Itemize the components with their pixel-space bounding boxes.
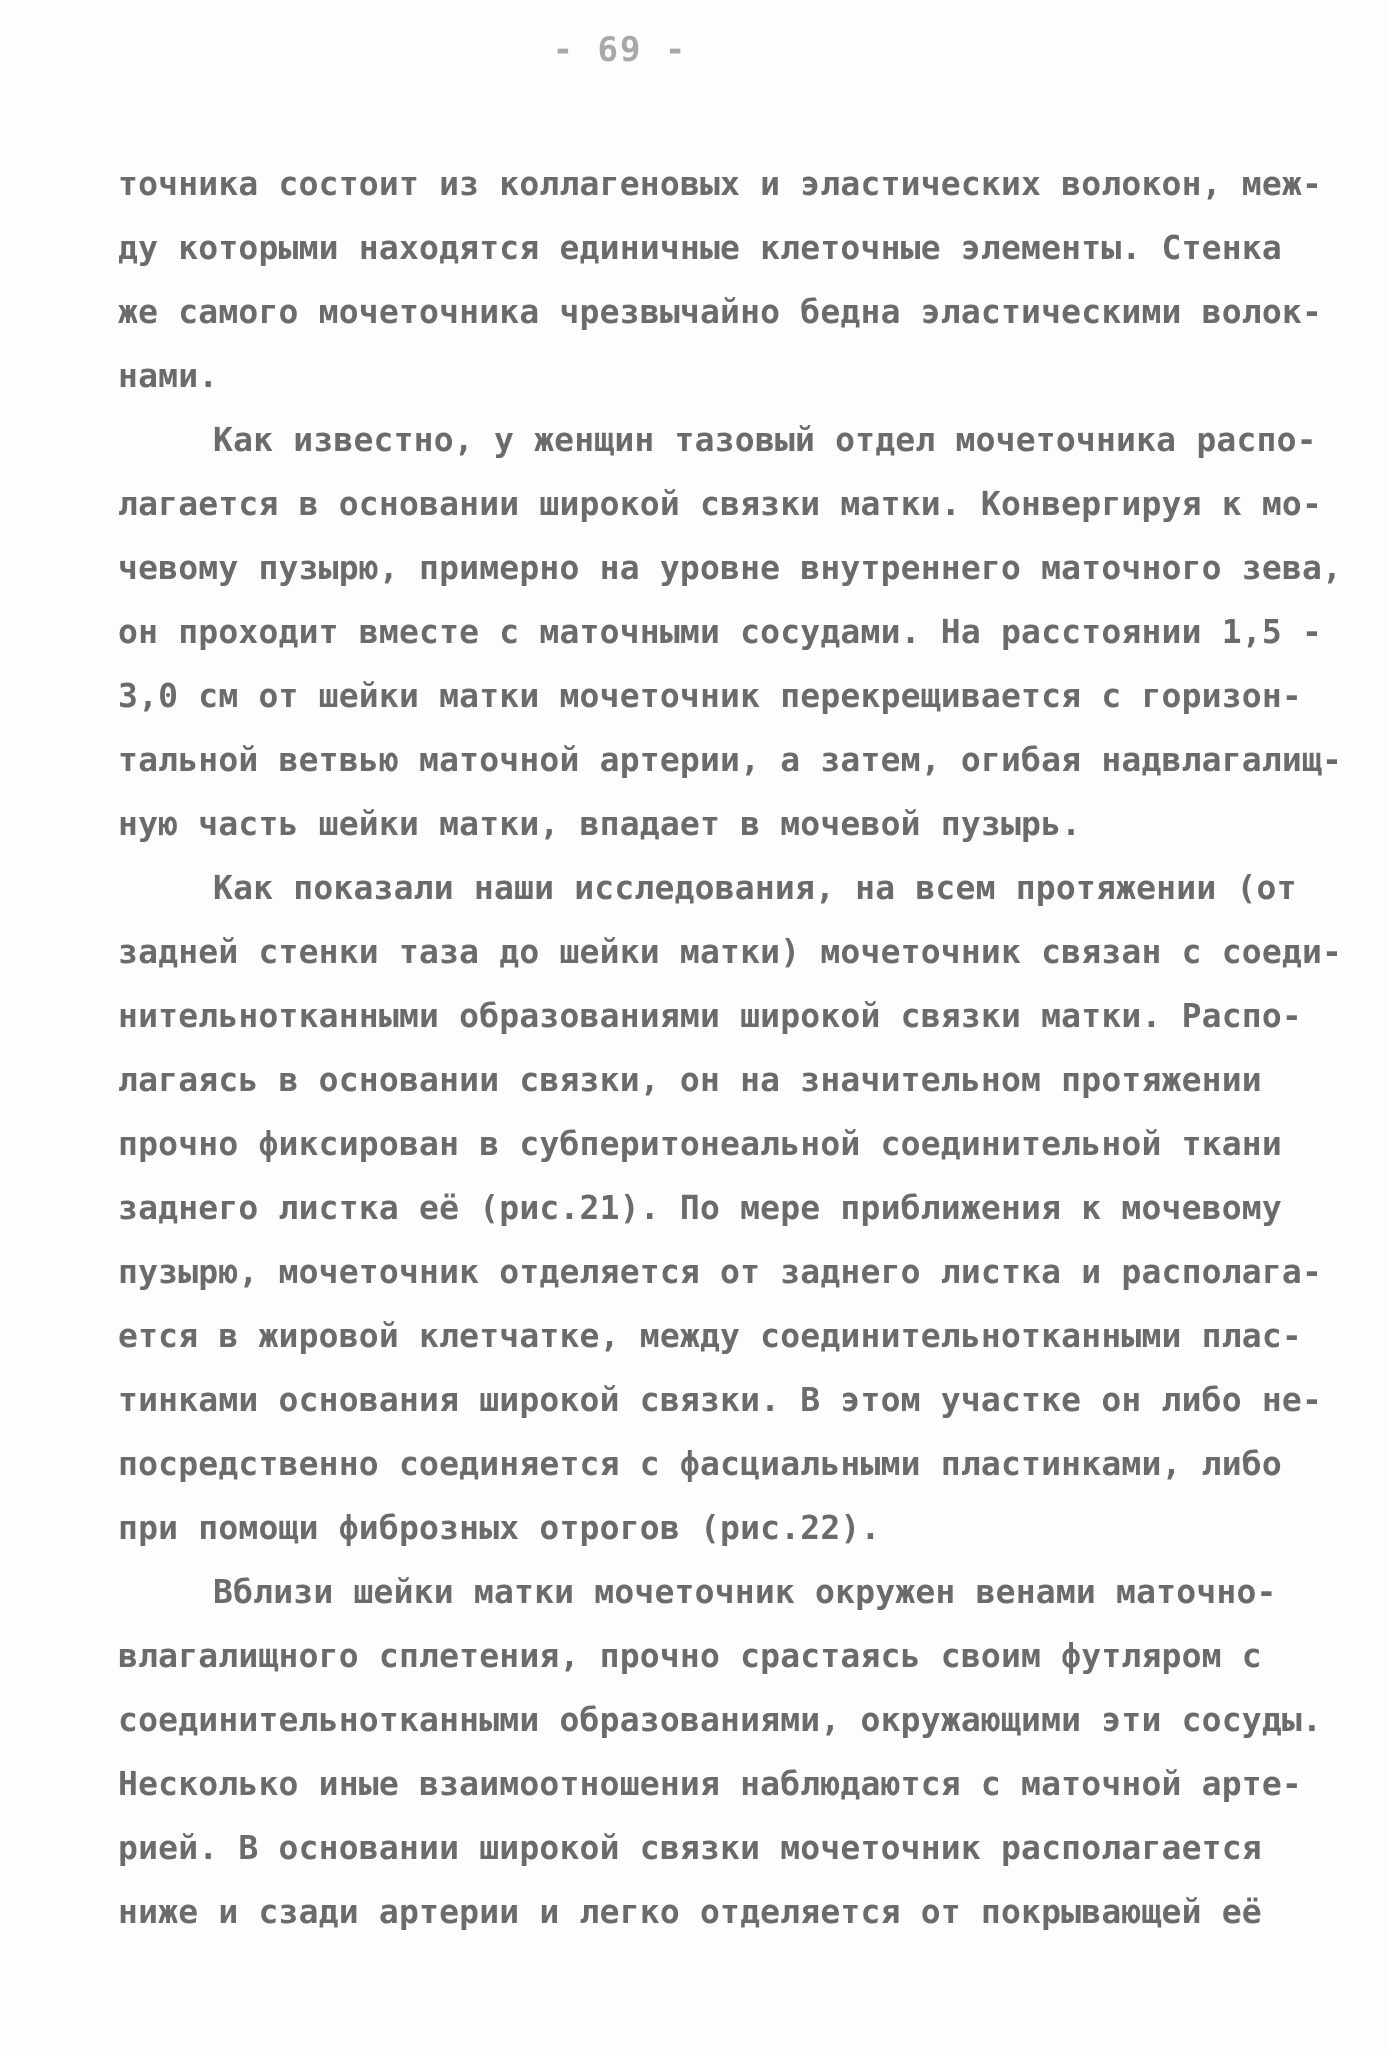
text-line: лагается в основании широкой связки матки. Конвергируя к мо- — [118, 484, 1323, 523]
text-line: Несколько иные взаимоотношения наблюдаются с маточной арте- — [118, 1764, 1302, 1803]
text-line: задней стенки таза до шейки матки) мочеточник связан с соеди- — [118, 932, 1343, 971]
text-line: влагалищного сплетения, прочно срастаясь своим футляром с — [118, 1636, 1262, 1675]
text-line: 3,0 см от шейки матки мочеточник перекрещивается с горизон- — [118, 676, 1302, 715]
page-number: - 69 - — [552, 30, 688, 70]
text-line: нительнотканными образованиями широкой связки матки. Распо- — [118, 996, 1302, 1035]
text-line: чевому пузырю, примерно на уровне внутреннего маточного зева, — [118, 548, 1343, 587]
text-line: рией. В основании широкой связки мочеточник располагается — [118, 1828, 1262, 1867]
text-line: Как известно, у женщин тазовый отдел мочеточника распо- — [213, 420, 1317, 459]
text-line: при помощи фиброзных отрогов (рис.22). — [118, 1508, 881, 1547]
text-line: ется в жировой клетчатке, между соединительнотканными плас- — [118, 1316, 1302, 1355]
text-line: прочно фиксирован в субперитонеальной соединительной ткани — [118, 1124, 1282, 1163]
text-line: нами. — [118, 356, 219, 395]
text-line: тальной ветвью маточной артерии, а затем, огибая надвлагалищ- — [118, 740, 1343, 779]
text-line: ниже и сзади артерии и легко отделяется от покрывающей её — [118, 1892, 1262, 1931]
paragraph-2 — [118, 408, 1343, 856]
text-line: Как показали наши исследования, на всем протяжении (от — [213, 868, 1297, 907]
paragraph-1 — [118, 152, 1323, 408]
text-line: ную часть шейки матки, впадает в мочевой пузырь. — [118, 804, 1082, 843]
text-line: тинками основания широкой связки. В этом участке он либо не- — [118, 1380, 1323, 1419]
text-line: посредственно соединяется с фасциальными пластинками, либо — [118, 1444, 1282, 1483]
text-line: лагаясь в основании связки, он на значительном протяжении — [118, 1060, 1262, 1099]
text-line: Вблизи шейки матки мочеточник окружен венами маточно- — [213, 1572, 1277, 1611]
body-text — [118, 152, 1343, 1944]
text-line: он проходит вместе с маточными сосудами. На расстоянии 1,5 - — [118, 612, 1323, 651]
text-line: точника состоит из коллагеновых и эластических волокон, меж- — [118, 164, 1323, 203]
paragraph-3 — [118, 856, 1343, 1560]
text-line: заднего листка её (рис.21). По мере приближения к мочевому — [118, 1188, 1282, 1227]
text-line: ду которыми находятся единичные клеточные элементы. Стенка — [118, 228, 1282, 267]
text-line: же самого мочеточника чрезвычайно бедна эластическими волок- — [118, 292, 1323, 331]
text-line: пузырю, мочеточник отделяется от заднего листка и располага- — [118, 1252, 1323, 1291]
paragraph-4 — [118, 1560, 1323, 1944]
text-line: соединительнотканными образованиями, окружающими эти сосуды. — [118, 1700, 1323, 1739]
